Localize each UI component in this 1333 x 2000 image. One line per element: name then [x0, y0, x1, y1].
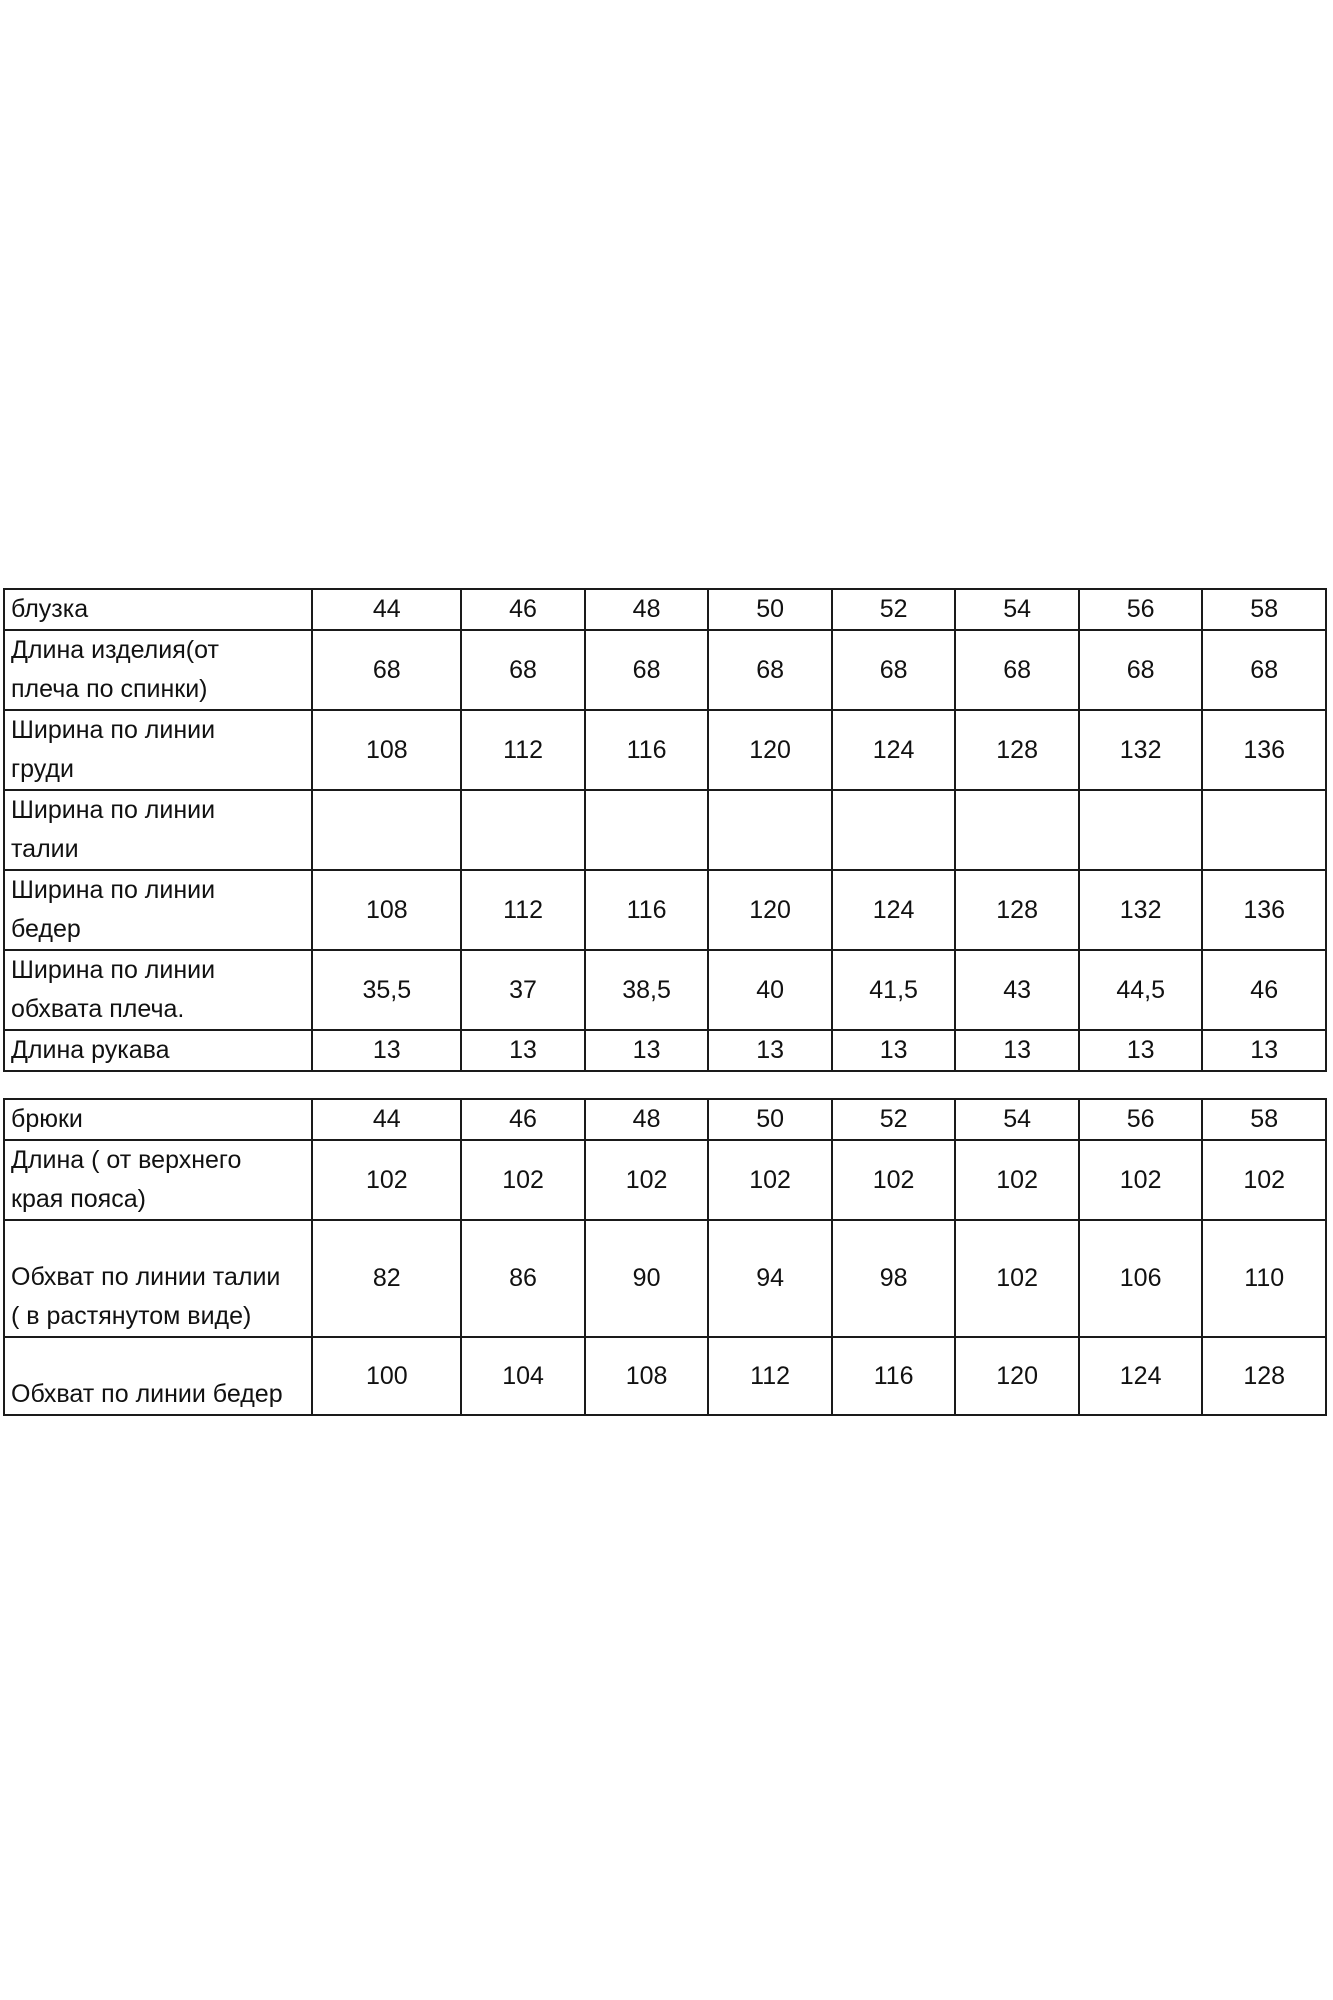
- cell-value: 94: [708, 1220, 832, 1337]
- cell-value: [832, 790, 956, 870]
- blouse-size-table: [3, 588, 1327, 1072]
- row-label: Ширина по линии груди: [4, 710, 312, 790]
- size-header: 52: [832, 1099, 956, 1140]
- cell-value: 102: [832, 1140, 956, 1220]
- cell-value: 13: [832, 1030, 956, 1071]
- cell-value: 124: [1079, 1337, 1203, 1415]
- cell-value: 82: [312, 1220, 461, 1337]
- row-label: Ширина по линии бедер: [4, 870, 312, 950]
- cell-value: 106: [1079, 1220, 1203, 1337]
- cell-value: 35,5: [312, 950, 461, 1030]
- cell-value: 128: [1202, 1337, 1326, 1415]
- size-header: 48: [585, 1099, 709, 1140]
- cell-value: 116: [585, 870, 709, 950]
- size-header: 48: [585, 589, 709, 630]
- cell-value: [1079, 790, 1203, 870]
- cell-value: 41,5: [832, 950, 956, 1030]
- size-header: 58: [1202, 589, 1326, 630]
- cell-value: 108: [585, 1337, 709, 1415]
- pants-size-table: [3, 1098, 1327, 1416]
- cell-value: 110: [1202, 1220, 1326, 1337]
- size-header: 56: [1079, 589, 1203, 630]
- cell-value: 120: [708, 870, 832, 950]
- cell-value: 68: [1079, 630, 1203, 710]
- size-header: 54: [955, 1099, 1079, 1140]
- row-label: Обхват по линии талии ( в растянутом виде): [4, 1220, 312, 1337]
- cell-value: 128: [955, 710, 1079, 790]
- cell-value: 102: [1079, 1140, 1203, 1220]
- cell-value: [461, 790, 585, 870]
- cell-value: 102: [585, 1140, 709, 1220]
- cell-value: 108: [312, 870, 461, 950]
- cell-value: 68: [708, 630, 832, 710]
- cell-value: 43: [955, 950, 1079, 1030]
- table-row: [4, 630, 1326, 710]
- size-header: 44: [312, 589, 461, 630]
- cell-value: 37: [461, 950, 585, 1030]
- cell-value: 136: [1202, 870, 1326, 950]
- size-header: 54: [955, 589, 1079, 630]
- cell-value: 102: [312, 1140, 461, 1220]
- cell-value: 132: [1079, 710, 1203, 790]
- cell-value: 13: [312, 1030, 461, 1071]
- cell-value: 132: [1079, 870, 1203, 950]
- cell-value: 86: [461, 1220, 585, 1337]
- row-label: Ширина по линии талии: [4, 790, 312, 870]
- cell-value: 13: [585, 1030, 709, 1071]
- row-label: Длина рукава: [4, 1030, 312, 1071]
- size-header: 50: [708, 1099, 832, 1140]
- blouse-title: блузка: [4, 589, 312, 630]
- pants-header-row: [4, 1099, 1326, 1140]
- cell-value: 98: [832, 1220, 956, 1337]
- row-label: Ширина по линии обхвата плеча.: [4, 950, 312, 1030]
- cell-value: 46: [1202, 950, 1326, 1030]
- cell-value: 38,5: [585, 950, 709, 1030]
- cell-value: 112: [708, 1337, 832, 1415]
- size-header: 44: [312, 1099, 461, 1140]
- cell-value: 102: [708, 1140, 832, 1220]
- cell-value: 13: [461, 1030, 585, 1071]
- cell-value: 68: [832, 630, 956, 710]
- cell-value: [708, 790, 832, 870]
- cell-value: 13: [1079, 1030, 1203, 1071]
- table-row: [4, 950, 1326, 1030]
- cell-value: 68: [461, 630, 585, 710]
- cell-value: 40: [708, 950, 832, 1030]
- cell-value: 128: [955, 870, 1079, 950]
- cell-value: 90: [585, 1220, 709, 1337]
- cell-value: [1202, 790, 1326, 870]
- cell-value: 44,5: [1079, 950, 1203, 1030]
- table-row: [4, 1220, 1326, 1337]
- size-header: 56: [1079, 1099, 1203, 1140]
- cell-value: 102: [955, 1140, 1079, 1220]
- cell-value: 120: [955, 1337, 1079, 1415]
- cell-value: 124: [832, 710, 956, 790]
- cell-value: 68: [1202, 630, 1326, 710]
- cell-value: 104: [461, 1337, 585, 1415]
- row-label: Длина ( от верхнего края пояса): [4, 1140, 312, 1220]
- table-row: [4, 1337, 1326, 1415]
- cell-value: 116: [832, 1337, 956, 1415]
- table-row: [4, 1030, 1326, 1071]
- cell-value: 13: [955, 1030, 1079, 1071]
- table-row: [4, 1140, 1326, 1220]
- cell-value: 102: [461, 1140, 585, 1220]
- cell-value: 108: [312, 710, 461, 790]
- cell-value: [312, 790, 461, 870]
- cell-value: 13: [1202, 1030, 1326, 1071]
- size-header: 58: [1202, 1099, 1326, 1140]
- cell-value: 124: [832, 870, 956, 950]
- cell-value: 112: [461, 710, 585, 790]
- cell-value: 120: [708, 710, 832, 790]
- row-label: Длина изделия(от плеча по спинки): [4, 630, 312, 710]
- table-row: [4, 710, 1326, 790]
- cell-value: 68: [955, 630, 1079, 710]
- table-row: [4, 790, 1326, 870]
- cell-value: 102: [1202, 1140, 1326, 1220]
- cell-value: 100: [312, 1337, 461, 1415]
- cell-value: 116: [585, 710, 709, 790]
- cell-value: 13: [708, 1030, 832, 1071]
- cell-value: 112: [461, 870, 585, 950]
- row-label: Обхват по линии бедер: [4, 1337, 312, 1415]
- cell-value: [585, 790, 709, 870]
- table-row: [4, 870, 1326, 950]
- size-header: 46: [461, 589, 585, 630]
- cell-value: [955, 790, 1079, 870]
- size-header: 46: [461, 1099, 585, 1140]
- size-header: 52: [832, 589, 956, 630]
- blouse-header-row: [4, 589, 1326, 630]
- cell-value: 68: [312, 630, 461, 710]
- size-header: 50: [708, 589, 832, 630]
- pants-title: брюки: [4, 1099, 312, 1140]
- cell-value: 102: [955, 1220, 1079, 1337]
- cell-value: 136: [1202, 710, 1326, 790]
- cell-value: 68: [585, 630, 709, 710]
